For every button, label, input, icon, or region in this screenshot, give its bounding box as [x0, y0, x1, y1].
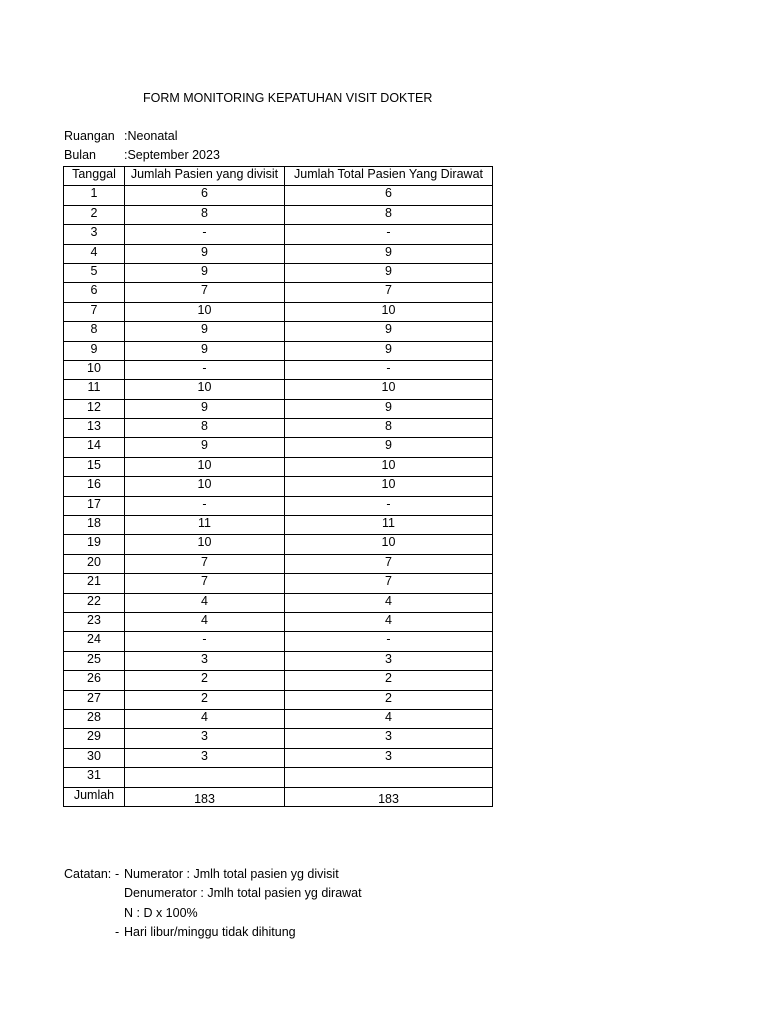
- cell-jumlah-dirawat: 9: [285, 322, 493, 341]
- cell-jumlah-divisit: -: [125, 496, 285, 515]
- cell-tanggal: 18: [64, 516, 125, 535]
- table-row: [64, 612, 493, 631]
- cell-tanggal: 17: [64, 496, 125, 515]
- bulan-label: Bulan: [64, 148, 96, 162]
- cell-jumlah-divisit: 8: [125, 205, 285, 224]
- cell-tanggal: 12: [64, 399, 125, 418]
- cell-jumlah-dirawat: 2: [285, 690, 493, 709]
- cell-jumlah-divisit: 10: [125, 535, 285, 554]
- cell-tanggal: 28: [64, 709, 125, 728]
- cell-jumlah-dirawat: 10: [285, 457, 493, 476]
- cell-jumlah-divisit: 10: [125, 380, 285, 399]
- ruangan-label: Ruangan: [64, 129, 115, 143]
- table-row: [64, 322, 493, 341]
- form-title: FORM MONITORING KEPATUHAN VISIT DOKTER: [143, 91, 433, 105]
- total-divisit: 183: [125, 787, 285, 806]
- cell-tanggal: 14: [64, 438, 125, 457]
- cell-jumlah-divisit: 11: [125, 516, 285, 535]
- table-total-row: [64, 787, 493, 806]
- cell-tanggal: 8: [64, 322, 125, 341]
- cell-tanggal: 24: [64, 632, 125, 651]
- cell-jumlah-divisit: -: [125, 225, 285, 244]
- cell-jumlah-divisit: 8: [125, 419, 285, 438]
- cell-jumlah-dirawat: 9: [285, 399, 493, 418]
- cell-jumlah-dirawat: 7: [285, 554, 493, 573]
- cell-tanggal: 31: [64, 768, 125, 787]
- cell-jumlah-dirawat: 4: [285, 709, 493, 728]
- cell-jumlah-dirawat: 9: [285, 438, 493, 457]
- cell-jumlah-dirawat: 4: [285, 593, 493, 612]
- note-numerator: Numerator : Jmlh total pasien yg divisit: [124, 867, 339, 881]
- cell-jumlah-divisit: 4: [125, 709, 285, 728]
- table-row: [64, 205, 493, 224]
- cell-jumlah-dirawat: 7: [285, 283, 493, 302]
- cell-jumlah-dirawat: 3: [285, 651, 493, 670]
- cell-jumlah-divisit: 7: [125, 574, 285, 593]
- cell-jumlah-dirawat: -: [285, 360, 493, 379]
- cell-tanggal: 29: [64, 729, 125, 748]
- ruangan-value: :Neonatal: [124, 129, 178, 143]
- cell-jumlah-divisit: 7: [125, 283, 285, 302]
- cell-jumlah-divisit: 3: [125, 651, 285, 670]
- cell-tanggal: 27: [64, 690, 125, 709]
- table-row: [64, 516, 493, 535]
- cell-jumlah-divisit: 9: [125, 341, 285, 360]
- table-row: [64, 651, 493, 670]
- notes-label: Catatan:: [64, 867, 112, 881]
- table-row: [64, 671, 493, 690]
- total-label: Jumlah: [64, 787, 125, 806]
- table-row: [64, 419, 493, 438]
- cell-jumlah-divisit: 6: [125, 186, 285, 205]
- table-row: [64, 632, 493, 651]
- cell-jumlah-dirawat: 3: [285, 748, 493, 767]
- cell-jumlah-dirawat: 2: [285, 671, 493, 690]
- table-row: [64, 593, 493, 612]
- cell-tanggal: 25: [64, 651, 125, 670]
- cell-jumlah-dirawat: 10: [285, 302, 493, 321]
- table-row: [64, 263, 493, 282]
- table-row: [64, 554, 493, 573]
- table-row: [64, 477, 493, 496]
- cell-jumlah-divisit: 9: [125, 263, 285, 282]
- cell-tanggal: 20: [64, 554, 125, 573]
- cell-tanggal: 13: [64, 419, 125, 438]
- table-row: [64, 748, 493, 767]
- table-row: [64, 729, 493, 748]
- note-bullet-dash: -: [115, 867, 120, 881]
- cell-jumlah-dirawat: 9: [285, 244, 493, 263]
- cell-jumlah-dirawat: -: [285, 632, 493, 651]
- cell-jumlah-dirawat: 9: [285, 341, 493, 360]
- cell-tanggal: 4: [64, 244, 125, 263]
- table-row: [64, 244, 493, 263]
- cell-tanggal: 23: [64, 612, 125, 631]
- cell-jumlah-dirawat: 3: [285, 729, 493, 748]
- table-row: [64, 496, 493, 515]
- cell-jumlah-divisit: 4: [125, 593, 285, 612]
- cell-jumlah-dirawat: 4: [285, 612, 493, 631]
- table-row: [64, 535, 493, 554]
- table-row: [64, 302, 493, 321]
- table-row: [64, 225, 493, 244]
- cell-tanggal: 2: [64, 205, 125, 224]
- cell-jumlah-dirawat: 8: [285, 419, 493, 438]
- cell-jumlah-divisit: 10: [125, 457, 285, 476]
- cell-tanggal: 22: [64, 593, 125, 612]
- cell-jumlah-dirawat: 6: [285, 186, 493, 205]
- cell-jumlah-divisit: 9: [125, 399, 285, 418]
- table-row: [64, 341, 493, 360]
- cell-jumlah-dirawat: 10: [285, 380, 493, 399]
- visit-monitoring-table: [63, 166, 493, 807]
- cell-tanggal: 10: [64, 360, 125, 379]
- cell-tanggal: 30: [64, 748, 125, 767]
- cell-tanggal: 19: [64, 535, 125, 554]
- total-dirawat: 183: [285, 787, 493, 806]
- cell-tanggal: 21: [64, 574, 125, 593]
- table-row: [64, 360, 493, 379]
- cell-jumlah-dirawat: -: [285, 225, 493, 244]
- cell-jumlah-divisit: 2: [125, 671, 285, 690]
- table-row: [64, 438, 493, 457]
- cell-tanggal: 7: [64, 302, 125, 321]
- cell-jumlah-dirawat: 10: [285, 535, 493, 554]
- table-row: [64, 690, 493, 709]
- table-row: [64, 186, 493, 205]
- cell-jumlah-dirawat: 7: [285, 574, 493, 593]
- cell-jumlah-divisit: 3: [125, 748, 285, 767]
- table-row: [64, 709, 493, 728]
- cell-jumlah-dirawat: -: [285, 496, 493, 515]
- cell-jumlah-dirawat: 9: [285, 263, 493, 282]
- cell-jumlah-dirawat: 10: [285, 477, 493, 496]
- cell-jumlah-divisit: 2: [125, 690, 285, 709]
- cell-tanggal: 3: [64, 225, 125, 244]
- header-jumlah-divisit: Jumlah Pasien yang divisit: [125, 167, 285, 186]
- table-row: [64, 574, 493, 593]
- cell-jumlah-dirawat: 8: [285, 205, 493, 224]
- note-denumerator: Denumerator : Jmlh total pasien yg dirawat: [124, 886, 362, 900]
- table-row: [64, 380, 493, 399]
- cell-tanggal: 26: [64, 671, 125, 690]
- cell-tanggal: 6: [64, 283, 125, 302]
- cell-tanggal: 16: [64, 477, 125, 496]
- cell-tanggal: 15: [64, 457, 125, 476]
- bulan-value: :September 2023: [124, 148, 220, 162]
- note-bullet-dash: -: [115, 925, 120, 939]
- cell-tanggal: 11: [64, 380, 125, 399]
- cell-jumlah-divisit: 10: [125, 302, 285, 321]
- cell-tanggal: 9: [64, 341, 125, 360]
- cell-tanggal: 5: [64, 263, 125, 282]
- cell-jumlah-divisit: -: [125, 632, 285, 651]
- cell-tanggal: 1: [64, 186, 125, 205]
- header-tanggal: Tanggal: [64, 167, 125, 186]
- cell-jumlah-divisit: [125, 768, 285, 787]
- header-jumlah-dirawat: Jumlah Total Pasien Yang Dirawat: [285, 167, 493, 186]
- table-row: [64, 283, 493, 302]
- cell-jumlah-divisit: 7: [125, 554, 285, 573]
- note-holiday: Hari libur/minggu tidak dihitung: [124, 925, 296, 939]
- table-header-row: [64, 167, 493, 186]
- cell-jumlah-divisit: 9: [125, 322, 285, 341]
- cell-jumlah-divisit: 10: [125, 477, 285, 496]
- note-formula: N : D x 100%: [124, 906, 198, 920]
- cell-jumlah-dirawat: 11: [285, 516, 493, 535]
- table-row: [64, 768, 493, 787]
- table-row: [64, 399, 493, 418]
- cell-jumlah-divisit: 9: [125, 244, 285, 263]
- table-row: [64, 457, 493, 476]
- cell-jumlah-divisit: -: [125, 360, 285, 379]
- cell-jumlah-divisit: 3: [125, 729, 285, 748]
- cell-jumlah-divisit: 4: [125, 612, 285, 631]
- cell-jumlah-dirawat: [285, 768, 493, 787]
- cell-jumlah-divisit: 9: [125, 438, 285, 457]
